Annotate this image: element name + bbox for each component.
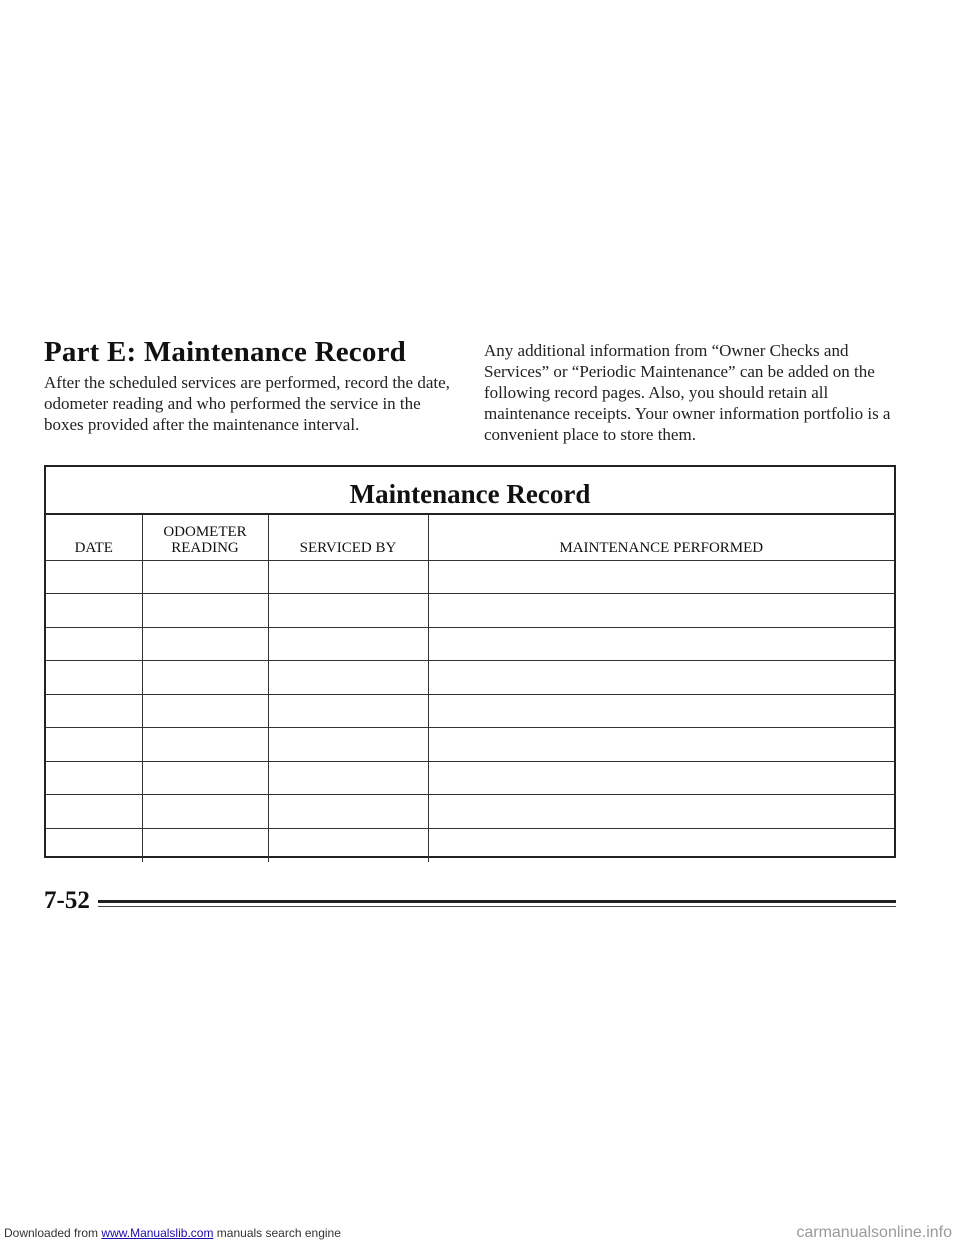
table-cell[interactable] (142, 594, 268, 628)
maintenance-record-form (44, 465, 896, 858)
table-cell[interactable] (428, 560, 894, 594)
table-cell[interactable] (46, 694, 142, 728)
table-cell[interactable] (142, 694, 268, 728)
table-cell[interactable] (46, 828, 142, 862)
column-header-line2: MAINTENANCE PERFORMED (559, 539, 764, 556)
column-header-line2: READING (171, 539, 239, 556)
table-cell[interactable] (142, 560, 268, 594)
column-header-serviced-by (268, 515, 428, 560)
table-row (46, 795, 894, 829)
column-header-odometer-reading (142, 515, 268, 560)
table-cell[interactable] (268, 661, 428, 695)
intro-paragraph-right: Any additional information from “Owner Checks and Services” or “Periodic Maintenance” can be added on the following record pages. Also, you should retain all maintenance receipts. Your owner information portfolio is a convenient place to store them. (484, 341, 891, 444)
table-cell[interactable] (268, 761, 428, 795)
column-header-date (46, 515, 142, 560)
table-cell[interactable] (142, 828, 268, 862)
table-row (46, 694, 894, 728)
table-cell[interactable] (268, 627, 428, 661)
table-cell[interactable] (46, 594, 142, 628)
table-cell[interactable] (46, 627, 142, 661)
table-row (46, 728, 894, 762)
table-cell[interactable] (46, 661, 142, 695)
table-cell[interactable] (46, 795, 142, 829)
column-header-line1: ODOMETER (163, 523, 247, 540)
table-cell[interactable] (428, 728, 894, 762)
table-cell[interactable] (428, 661, 894, 695)
column-header-line2: DATE (74, 539, 113, 556)
table-row (46, 560, 894, 594)
table-cell[interactable] (268, 594, 428, 628)
table-cell[interactable] (428, 795, 894, 829)
table-cell[interactable] (142, 627, 268, 661)
column-header-line2: SERVICED BY (299, 539, 397, 556)
table-cell[interactable] (142, 761, 268, 795)
footer-rule-thin (98, 906, 896, 907)
table-row (46, 594, 894, 628)
page-title: Part E: Maintenance Record (44, 336, 406, 368)
table-cell[interactable] (46, 560, 142, 594)
table-row (46, 828, 894, 862)
table-cell[interactable] (142, 795, 268, 829)
table-body (46, 560, 894, 862)
site-watermark: carmanualsonline.info (796, 1224, 952, 1241)
table-row (46, 761, 894, 795)
table-cell[interactable] (268, 795, 428, 829)
table-cell[interactable] (46, 728, 142, 762)
table-cell[interactable] (268, 728, 428, 762)
record-table-title: Maintenance Record (46, 467, 894, 515)
table-cell[interactable] (428, 694, 894, 728)
table-cell[interactable] (428, 761, 894, 795)
manualslib-link[interactable]: www.Manualslib.com (101, 1226, 214, 1240)
table-row (46, 661, 894, 695)
banner-prefix: Downloaded from (4, 1226, 99, 1240)
table-cell[interactable] (142, 661, 268, 695)
intro-paragraph-left: After the scheduled services are performed, record the date, odometer reading and who performed the service in the boxes provided after the maintenance interval. (44, 373, 450, 434)
download-banner (4, 1226, 341, 1240)
column-header-maintenance-performed (428, 515, 894, 560)
table-cell[interactable] (268, 828, 428, 862)
table-cell[interactable] (268, 560, 428, 594)
table-cell[interactable] (428, 627, 894, 661)
page-number: 7-52 (44, 887, 90, 914)
table-cell[interactable] (428, 594, 894, 628)
table-row (46, 627, 894, 661)
banner-suffix: manuals search engine (216, 1226, 341, 1240)
table-cell[interactable] (428, 828, 894, 862)
maintenance-record-table (46, 515, 894, 862)
table-cell[interactable] (142, 728, 268, 762)
table-cell[interactable] (46, 761, 142, 795)
footer-rule (98, 900, 896, 903)
table-header-row (46, 515, 894, 560)
table-cell[interactable] (268, 694, 428, 728)
